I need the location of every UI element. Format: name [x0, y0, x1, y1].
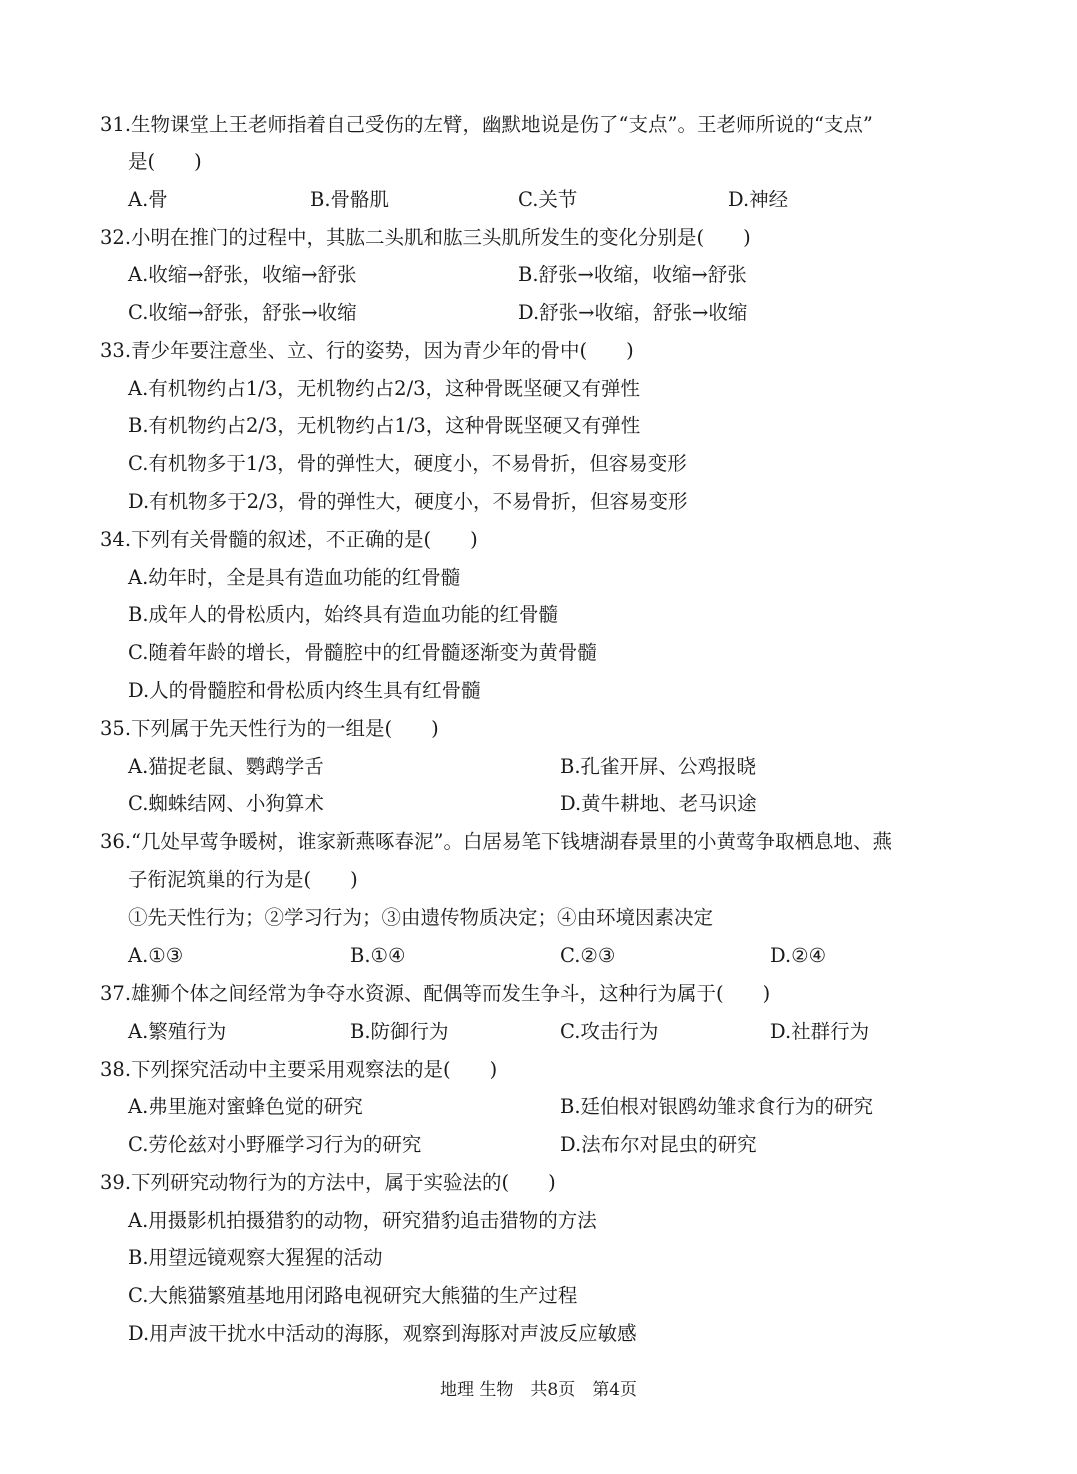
question-35-stem: 35.下列属于先天性行为的一组是( ) [100, 717, 439, 740]
question-34-option-d: D.人的骨髓腔和骨松质内终生具有红骨髓 [128, 679, 481, 702]
question-31-option-b: B.骨骼肌 [310, 188, 390, 211]
question-32-option-d: D.舒张→收缩，舒张→收缩 [518, 301, 748, 324]
question-32-stem: 32.小明在推门的过程中，其肱二头肌和肱三头肌所发生的变化分别是( ) [100, 226, 751, 249]
question-31-option-d: D.神经 [728, 188, 789, 211]
question-33-option-d: D.有机物多于2/3，骨的弹性大，硬度小，不易骨折，但容易变形 [128, 490, 688, 513]
question-33-option-b: B.有机物约占2/3，无机物约占1/3，这种骨既坚硬又有弹性 [128, 414, 641, 437]
question-35-option-d: D.黄牛耕地、老马识途 [560, 792, 757, 815]
question-36-option-b: B.①④ [350, 944, 406, 967]
question-39-stem: 39.下列研究动物行为的方法中，属于实验法的( ) [100, 1171, 556, 1194]
question-37-option-c: C.攻击行为 [560, 1020, 659, 1043]
question-38-stem: 38.下列探究活动中主要采用观察法的是( ) [100, 1058, 498, 1081]
question-36-stem-line-1: 36.“几处早莺争暖树，谁家新燕啄春泥”。白居易笔下钱塘湖春景里的小黄莺争取栖息地、燕 [100, 830, 892, 853]
question-31-option-c: C.关节 [518, 188, 578, 211]
question-32-option-a: A.收缩→舒张，收缩→舒张 [128, 263, 357, 286]
question-36-stem-line-2: 子衔泥筑巢的行为是( ) [128, 868, 358, 891]
question-37-stem: 37.雄狮个体之间经常为争夺水资源、配偶等而发生争斗，这种行为属于( ) [100, 982, 771, 1005]
question-35-option-a: A.猫捉老鼠、鹦鹉学舌 [128, 755, 324, 778]
question-36-option-c: C.②③ [560, 944, 616, 967]
question-39-option-c: C.大熊猫繁殖基地用闭路电视研究大熊猫的生产过程 [128, 1284, 578, 1307]
question-39-option-a: A.用摄影机拍摄猎豹的动物，研究猎豹追击猎物的方法 [128, 1209, 597, 1232]
page-footer: 地理 生物 共8页 第4页 [439, 1380, 638, 1400]
question-31-stem-line-2: 是( ) [128, 150, 202, 173]
question-34-option-a: A.幼年时，全是具有造血功能的红骨髓 [128, 566, 461, 589]
question-39-option-d: D.用声波干扰水中活动的海豚，观察到海豚对声波反应敏感 [128, 1322, 637, 1345]
question-36-option-d: D.②④ [770, 944, 827, 967]
question-34-stem: 34.下列有关骨髓的叙述，不正确的是( ) [100, 528, 478, 551]
question-35-option-b: B.孔雀开屏、公鸡报晓 [560, 755, 757, 778]
question-38-option-d: D.法布尔对昆虫的研究 [560, 1133, 757, 1156]
question-37-option-b: B.防御行为 [350, 1020, 449, 1043]
question-36-statement: ①先天性行为；②学习行为；③由遗传物质决定；④由环境因素决定 [128, 906, 714, 929]
question-34-option-c: C.随着年龄的增长，骨髓腔中的红骨髓逐渐变为黄骨髓 [128, 641, 597, 664]
question-39-option-b: B.用望远镜观察大猩猩的活动 [128, 1246, 383, 1269]
question-31-stem-line-1: 31.生物课堂上王老师指着自己受伤的左臂，幽默地说是伤了“支点”。王老师所说的“支点” [100, 113, 873, 136]
question-37-option-a: A.繁殖行为 [128, 1020, 227, 1043]
question-31-option-a: A.骨 [128, 188, 168, 211]
question-38-option-a: A.弗里施对蜜蜂色觉的研究 [128, 1095, 363, 1118]
question-38-option-b: B.廷伯根对银鸥幼雏求食行为的研究 [560, 1095, 874, 1118]
question-34-option-b: B.成年人的骨松质内，始终具有造血功能的红骨髓 [128, 603, 559, 626]
question-37-option-d: D.社群行为 [770, 1020, 870, 1043]
question-32-option-b: B.舒张→收缩，收缩→舒张 [518, 263, 747, 286]
question-32-option-c: C.收缩→舒张，舒张→收缩 [128, 301, 357, 324]
question-35-option-c: C.蜘蛛结网、小狗算术 [128, 792, 324, 815]
question-38-option-c: C.劳伦兹对小野雁学习行为的研究 [128, 1133, 422, 1156]
question-33-stem: 33.青少年要注意坐、立、行的姿势，因为青少年的骨中( ) [100, 339, 634, 362]
question-36-option-a: A.①③ [128, 944, 184, 967]
question-33-option-c: C.有机物多于1/3，骨的弹性大，硬度小，不易骨折，但容易变形 [128, 452, 687, 475]
question-33-option-a: A.有机物约占1/3，无机物约占2/3，这种骨既坚硬又有弹性 [128, 377, 641, 400]
